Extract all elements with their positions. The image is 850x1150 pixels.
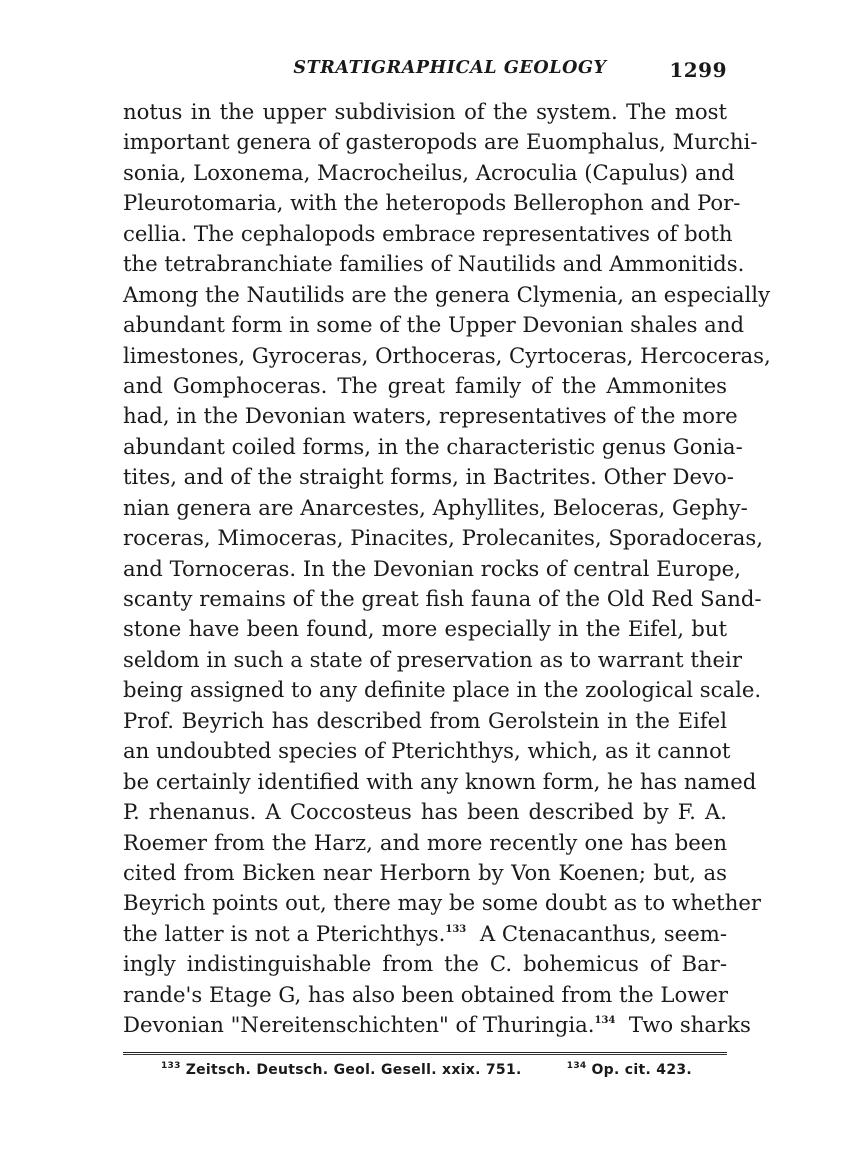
text-line-with-footnote-ref xyxy=(123,919,727,949)
text-line: sonia, Loxonema, Macrocheilus, Acroculia (Capulus) and xyxy=(123,159,735,185)
body-text xyxy=(123,97,771,1041)
text-line: nian genera are Anarcestes, Aphyllites, Beloceras, Gephy- xyxy=(123,494,748,520)
text-line: tites, and of the straight forms, in Bactrites. Other Devo- xyxy=(123,464,734,490)
text-line: ingly indistinguishable from the C. bohemicus of Bar- xyxy=(123,951,727,977)
footnote-divider xyxy=(123,1052,727,1053)
text-line: an undoubted species of Pterichthys, which, as it cannot xyxy=(123,738,731,764)
footnote-ref-133[interactable]: 133 xyxy=(445,923,467,935)
footnote-134 xyxy=(567,1062,692,1078)
text-line: roceras, Mimoceras, Pinacites, Prolecanites, Sporadoceras, xyxy=(123,525,764,551)
text-line: abundant coiled forms, in the characteristic genus Gonia- xyxy=(123,433,743,459)
running-title: STRATIGRAPHICAL GEOLOGY xyxy=(293,58,607,78)
text-line: P. rhenanus. A Coccosteus has been described by F. A. xyxy=(123,799,727,825)
text-line: and Gomphoceras. The great family of the Ammonites xyxy=(123,372,727,398)
footnote-text: Op. cit. 423. xyxy=(591,1061,693,1078)
text-line: cited from Bicken near Herborn by Von Koenen; but, as xyxy=(123,859,727,885)
footnote-number: 134 xyxy=(566,1060,587,1071)
footnote-133 xyxy=(161,1062,522,1078)
text-line: Beyrich points out, there may be some doubt as to whether xyxy=(123,890,762,916)
line-text: Two sharks xyxy=(615,1012,751,1038)
text-line: the tetrabranchiate families of Nautilids and Ammonitids. xyxy=(123,251,745,277)
footnotes xyxy=(123,1062,727,1078)
text-line: be certainly identified with any known form, he has named xyxy=(123,768,757,794)
book-page xyxy=(123,58,771,1078)
footnote-number: 133 xyxy=(161,1060,181,1071)
text-line: Roemer from the Harz, and more recently one has been xyxy=(123,829,727,855)
text-line: had, in the Devonian waters, representatives of the more xyxy=(123,403,738,429)
text-line: Prof. Beyrich has described from Gerolstein in the Eifel xyxy=(123,707,727,733)
footnote-text: Zeitsch. Deutsch. Geol. Gesell. xxix. 751. xyxy=(185,1061,522,1078)
text-line: and Tornoceras. In the Devonian rocks of central Europe, xyxy=(123,555,741,581)
text-line: cellia. The cephalopods embrace representatives of both xyxy=(123,220,733,246)
text-line: Among the Nautilids are the genera Clymenia, an especially xyxy=(123,281,771,307)
text-line: important genera of gasteropods are Euomphalus, Murchi- xyxy=(123,129,758,155)
page-number: 1299 xyxy=(669,58,727,82)
text-line: notus in the upper subdivision of the system. The most xyxy=(123,99,727,124)
text-line-with-footnote-ref xyxy=(123,1010,751,1040)
text-line: stone have been found, more especially in the Eifel, but xyxy=(123,616,727,642)
line-text: Devonian "Nereitenschichten" of Thuringia. xyxy=(123,1012,595,1038)
footnote-divider-thin xyxy=(123,1054,727,1055)
text-line: abundant form in some of the Upper Devonian shales and xyxy=(123,312,745,338)
running-head xyxy=(123,58,727,90)
text-line: being assigned to any definite place in the zoological scale. xyxy=(123,677,762,703)
line-text: the latter is not a Pterichthys. xyxy=(123,920,446,946)
text-line: limestones, Gyroceras, Orthoceras, Cyrtoceras, Hercoceras, xyxy=(123,342,771,368)
text-line: Pleurotomaria, with the heteropods Bellerophon and Por- xyxy=(123,190,741,216)
text-line: seldom in such a state of preservation as to warrant their xyxy=(123,646,742,672)
footnote-ref-134[interactable]: 134 xyxy=(594,1015,616,1027)
text-line: rande's Etage G, has also been obtained from the Lower xyxy=(123,981,729,1007)
line-text: A Ctenacanthus, seem- xyxy=(466,920,728,946)
text-line: scanty remains of the great fish fauna of the Old Red Sand- xyxy=(123,586,762,611)
